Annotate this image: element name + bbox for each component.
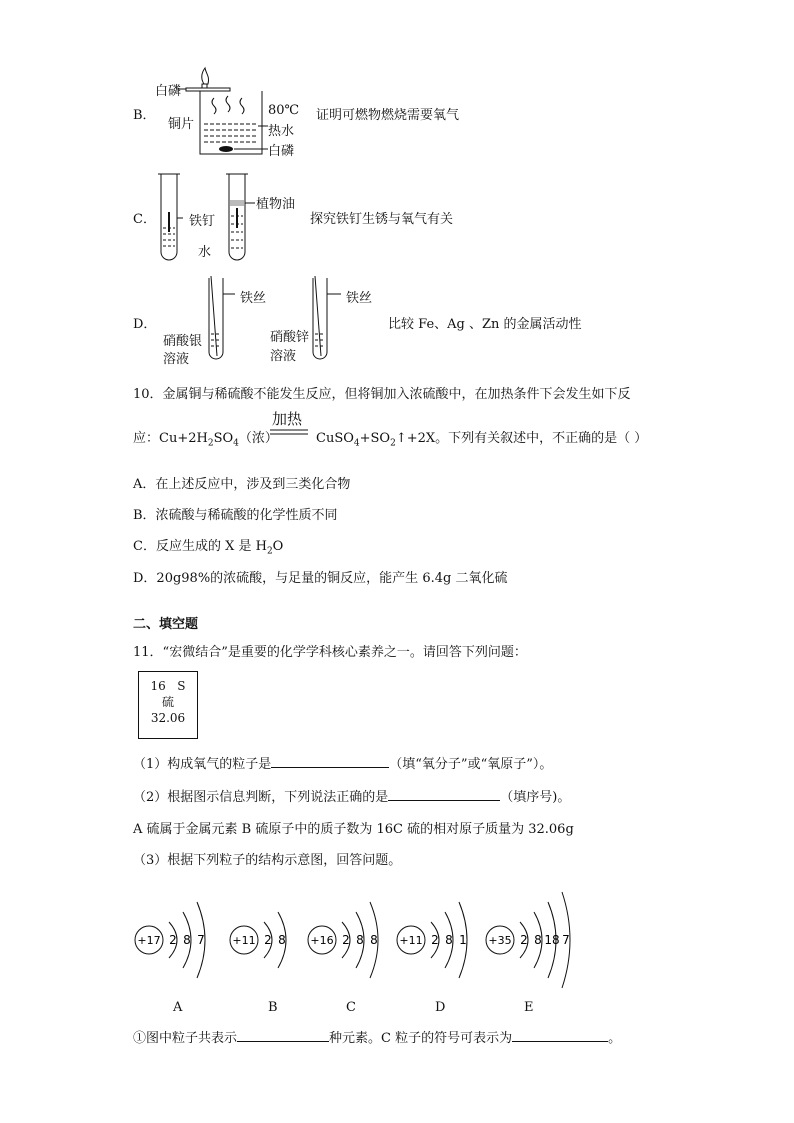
atomic-number: 16 <box>150 679 166 693</box>
q11-part2 <box>133 786 570 805</box>
atomic-mass: 32.06 <box>150 711 186 725</box>
option-c-purpose: 探究铁钉生锈与氧气有关 <box>310 212 454 227</box>
hot-water-label: 热水 <box>268 124 295 139</box>
q11-final-prefix: ①图中粒子共表示 <box>133 1031 238 1046</box>
q10-stem-line1: 10．金属铜与稀硫酸不能发生反应，但将铜加入浓硫酸中，在加热条件下会发生如下反 <box>133 387 631 402</box>
element-symbol: S <box>177 679 186 693</box>
reaction-condition: 加热 <box>272 410 303 428</box>
temperature-label: 80℃ <box>268 103 300 118</box>
q11-stem: 11．“宏微结合”是重要的化学学科核心素养之一。请回答下列问题： <box>133 645 527 660</box>
q11-final-end: 。 <box>608 1031 622 1046</box>
electron-count: 2 <box>264 933 272 947</box>
atom-diagram-E <box>484 870 620 1020</box>
electron-count: 8 <box>370 933 378 947</box>
nucleus-charge: +11 <box>232 934 256 947</box>
q10-option-a: A．在上述反应中，涉及到三类化合物 <box>133 477 351 492</box>
atom-label-C: C <box>346 1000 356 1015</box>
electron-count: 8 <box>356 933 364 947</box>
iron-nail-label: 铁钉 <box>189 214 216 229</box>
electron-count: 2 <box>431 933 439 947</box>
electron-count: 18 <box>544 933 560 947</box>
electron-count: 7 <box>197 933 205 947</box>
atom-label-D: D <box>435 1000 446 1015</box>
electron-count: 2 <box>520 933 528 947</box>
element-card <box>138 671 198 739</box>
iron-wire-1-label: 铁丝 <box>240 291 267 306</box>
section-title: 二、填空题 <box>133 617 199 632</box>
water-label: 水 <box>198 245 212 260</box>
q11-part2-options: A 硫属于金属元素 B 硫原子中的质子数为 16C 硫的相对原子质量为 32.06g <box>133 822 574 837</box>
q10-equation-tail: ↑+2X。下列有关叙述中，不正确的是（ ） <box>395 431 648 446</box>
nucleus-charge: +16 <box>310 934 334 947</box>
copper-plate-label: 铜片 <box>168 117 195 132</box>
zinc-nitrate-label: 硝酸锌 <box>270 330 310 345</box>
answer-blank-3[interactable] <box>237 1029 329 1042</box>
q10-equation-right: $CuSO_4+SO_2↑+2X$。下列有关叙述中，不正确的是（ ） <box>316 431 648 449</box>
electron-count: 8 <box>183 933 191 947</box>
option-d-purpose: 比较 Fe、Ag 、Zn 的金属活动性 <box>388 317 582 332</box>
q11-part2-suffix: （填序号)。 <box>500 790 571 805</box>
atom-label-A: A <box>173 1000 183 1015</box>
q10-equation-prefix: 应：Cu+2H <box>133 431 208 446</box>
q10-option-c: C．反应生成的 X 是 $H_2O$ <box>133 539 284 557</box>
q10-option-d: D．20g98%的浓硫酸，与足量的铜反应，能产生 6.4g 二氧化硫 <box>133 571 508 586</box>
q11-part1 <box>133 753 552 772</box>
option-b-letter: B． <box>133 108 156 123</box>
q11-final-middle: 种元素。C 粒子的符号可表示为 <box>329 1031 513 1046</box>
silver-nitrate-label: 硝酸银 <box>163 334 203 349</box>
iron-wire-2-label: 铁丝 <box>346 291 373 306</box>
q11-part2-prefix: （2）根据图示信息判断，下列说法正确的是 <box>133 790 389 805</box>
zinc-nitrate-solution-label: 溶液 <box>270 349 297 364</box>
q10-option-c-text: C．反应生成的 X 是 H <box>133 539 267 554</box>
answer-blank-2[interactable] <box>388 788 500 801</box>
electron-count: 1 <box>459 933 467 947</box>
electron-count: 2 <box>169 933 177 947</box>
option-d-letter: D． <box>133 317 157 332</box>
white-phosphorus-bottom-label: 白磷 <box>268 144 295 159</box>
element-name: 硫 <box>161 695 174 709</box>
nucleus-charge: +17 <box>137 934 161 947</box>
q11-part1-prefix: （1）构成氧气的粒子是 <box>133 757 272 772</box>
q11-part3: （3）根据下列粒子的结构示意图，回答问题。 <box>133 853 402 868</box>
q10-option-b: B．浓硫酸与稀硫酸的化学性质不同 <box>133 508 338 523</box>
answer-blank-4[interactable] <box>512 1029 608 1042</box>
nucleus-charge: +11 <box>399 934 423 947</box>
atom-label-B: B <box>268 1000 278 1015</box>
answer-blank-1[interactable] <box>271 755 389 768</box>
q11-part1-suffix: （填“氧分子”或“氧原子”）。 <box>389 757 553 772</box>
nucleus-charge: +35 <box>488 934 512 947</box>
q10-equation-products: CuSO <box>316 431 354 446</box>
electron-count: 7 <box>562 933 570 947</box>
electron-count: 8 <box>445 933 453 947</box>
electron-count: 8 <box>278 933 286 947</box>
option-b-purpose: 证明可燃物燃烧需要氧气 <box>316 108 460 123</box>
silver-nitrate-solution-label: 溶液 <box>163 352 190 367</box>
electron-count: 2 <box>342 933 350 947</box>
vegetable-oil-label: 植物油 <box>256 197 296 212</box>
option-c-letter: C． <box>133 212 156 227</box>
q11-final <box>133 1027 621 1046</box>
electron-count: 8 <box>534 933 542 947</box>
atom-label-E: E <box>524 1000 534 1015</box>
q10-equation-left: 应：$Cu+2H_2SO_4$（浓） <box>133 431 278 449</box>
white-phosphorus-top-label: 白磷 <box>155 84 182 99</box>
